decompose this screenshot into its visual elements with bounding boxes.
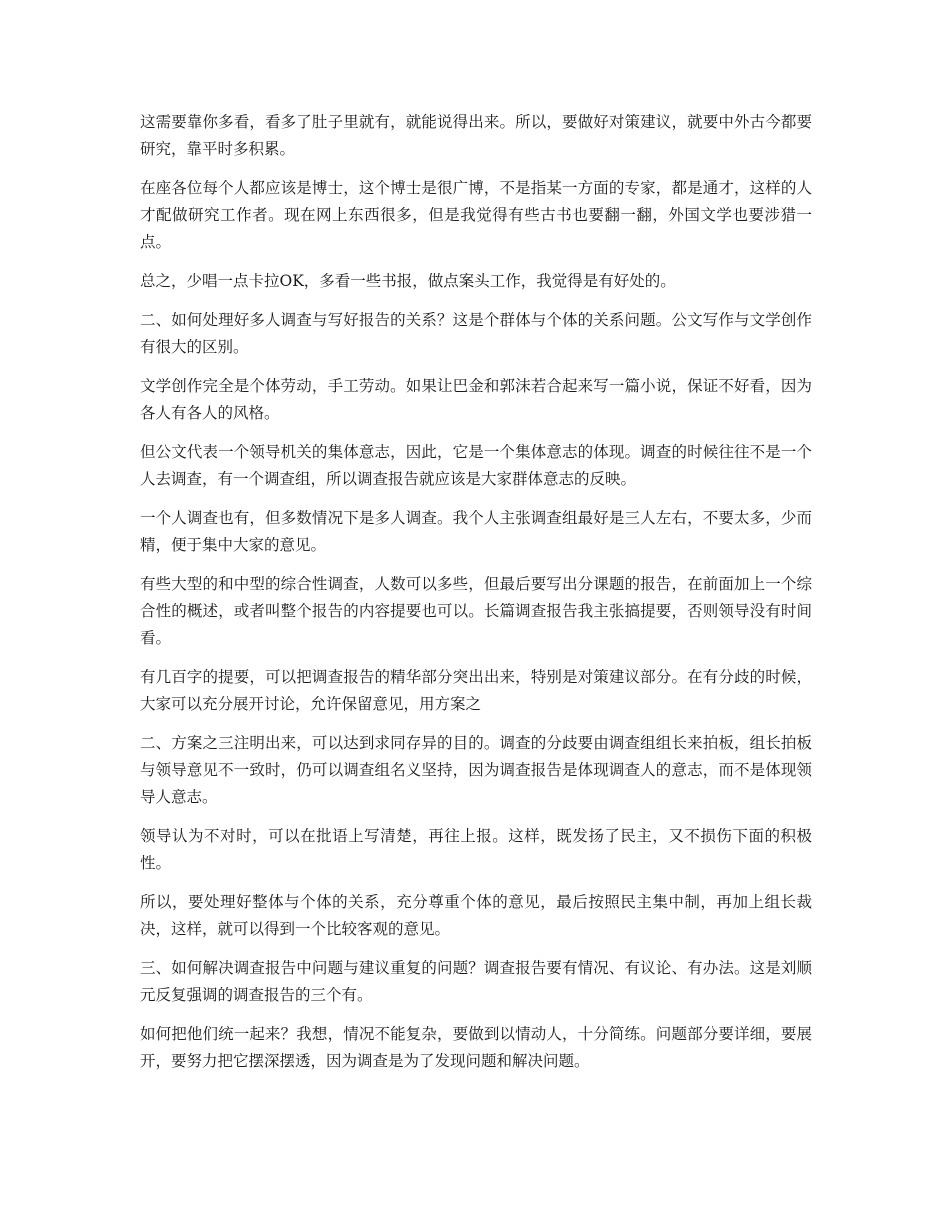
paragraph: 所以，要处理好整体与个体的关系，充分尊重个体的意见，最后按照民主集中制，再加上组长裁决，这样，就可以得到一个比较客观的意见。 [140,893,812,938]
paragraph: 文学创作完全是个体劳动，手工劳动。如果让巴金和郭沫若合起来写一篇小说，保证不好看，因为各人有各人的风格。 [140,377,812,422]
paragraph: 在座各位每个人都应该是博士，这个博士是很广博，不是指某一方面的专家，都是通才，这样的人才配做研究工作者。现在网上东西很多，但是我觉得有些古书也要翻一翻，外国文学也要涉猎一点。 [140,179,812,251]
paragraph: 有些大型的和中型的综合性调查，人数可以多些，但最后要写出分课题的报告，在前面加上一个综合性的概述，或者叫整个报告的内容提要也可以。长篇调查报告我主张搞提要，否则领导没有时间看。 [140,575,812,647]
paragraph: 有几百字的提要，可以把调查报告的精华部分突出出来，特别是对策建议部分。在有分歧的时候，大家可以充分展开讨论，允许保留意见，用方案之 [140,668,812,713]
paragraph: 领导认为不对时，可以在批语上写清楚，再往上报。这样，既发扬了民主，又不损伤下面的积极性。 [140,827,812,872]
paragraph: 二、如何处理好多人调查与写好报告的关系？这是个群体与个体的关系问题。公文写作与文学创作有很大的区别。 [140,311,812,356]
paragraph: 二、方案之三注明出来，可以达到求同存异的目的。调查的分歧要由调查组组长来拍板，组长拍板与领导意见不一致时，仍可以调查组名义坚持，因为调查报告是体现调查人的意志，而不是体现领导人意志。 [140,734,812,806]
paragraph: 如何把他们统一起来？我想，情况不能复杂，要做到以情动人，十分简练。问题部分要详细，要展开，要努力把它摆深摆透，因为调查是为了发现问题和解决问题。 [140,1025,812,1070]
paragraph: 这需要靠你多看，看多了肚子里就有，就能说得出来。所以，要做好对策建议，就要中外古今都要研究，靠平时多积累。 [140,113,812,158]
document-page [140,109,812,1087]
paragraph: 但公文代表一个领导机关的集体意志，因此，它是一个集体意志的体现。调查的时候往往不是一个人去调查，有一个调查组，所以调查报告就应该是大家群体意志的反映。 [140,443,812,488]
paragraph: 总之，少唱一点卡拉OK，多看一些书报，做点案头工作，我觉得是有好处的。 [140,272,676,290]
paragraph: 一个人调查也有，但多数情况下是多人调查。我个人主张调查组最好是三人左右，不要太多，少而精，便于集中大家的意见。 [140,509,812,554]
paragraph: 三、如何解决调查报告中问题与建议重复的问题？调查报告要有情况、有议论、有办法。这是刘顺元反复强调的调查报告的三个有。 [140,959,812,1004]
